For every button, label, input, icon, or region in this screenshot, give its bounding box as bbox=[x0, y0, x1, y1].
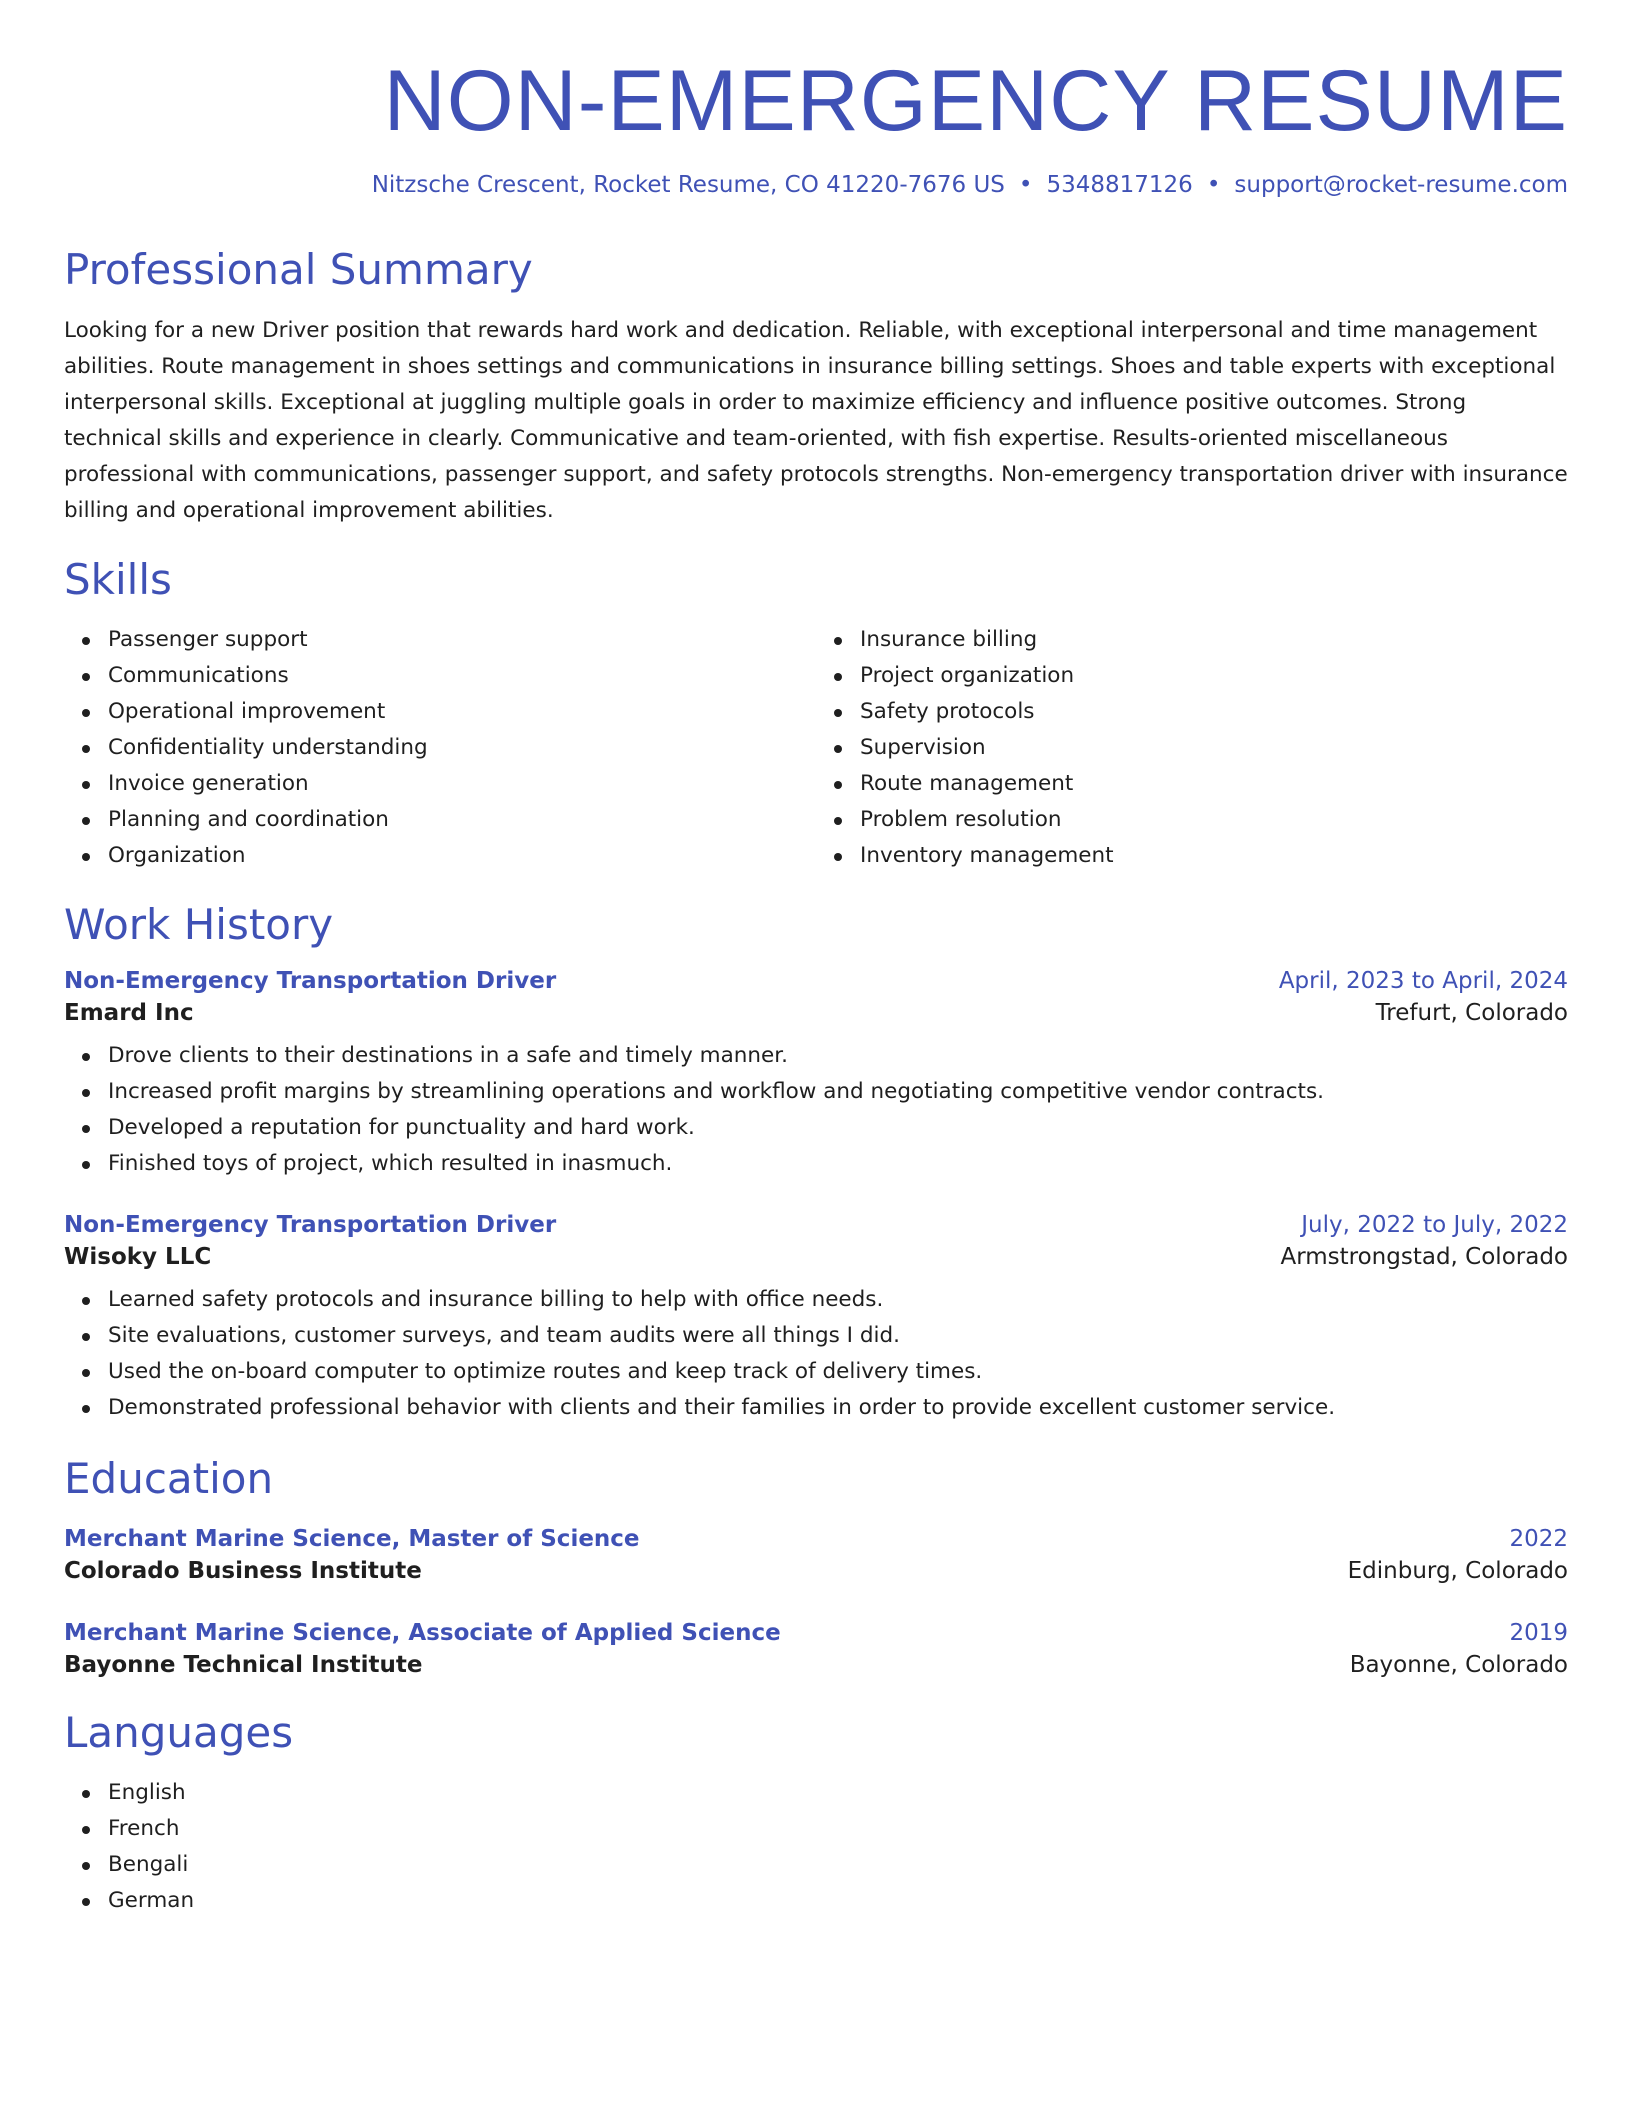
work-history-heading: Work History bbox=[64, 899, 334, 949]
summary-text: Looking for a new Driver position that rewards hard work and dedication. Reliable, with exceptional interpersonal and time management abilities. Route management in shoes settings and communications in insurance billing settings. Shoes and table experts with exceptional interpersonal skills. Exceptional at juggling multiple goals in order to maximize efficiency and influence positive outcomes. Strong technical skills and experience in clearly. Communicative and team-oriented, with fish expertise. Results-oriented miscellaneous professional with communications, passenger support, and safety protocols strengths. Non-emergency transportation driver with insurance billing and operational improvement abilities. bbox=[64, 318, 1568, 524]
job-dates: April, 2023 to April, 2024 bbox=[1278, 967, 1568, 994]
skill-item: Project organization bbox=[860, 658, 1568, 694]
education-year: 2022 bbox=[1509, 1526, 1568, 1553]
job-bullets bbox=[64, 1038, 1568, 1182]
job-bullet: Drove clients to their destinations in a safe and timely manner. bbox=[108, 1038, 1568, 1074]
job-title: Non-Emergency Transportation Driver bbox=[64, 967, 557, 994]
skill-item: Operational improvement bbox=[108, 694, 816, 730]
job-bullet: Finished toys of project, which resulted in inasmuch. bbox=[108, 1146, 1568, 1182]
education-degree: Merchant Marine Science, Associate of Applied Science bbox=[64, 1620, 781, 1647]
skill-item: Passenger support bbox=[108, 622, 816, 658]
education-school: Colorado Business Institute bbox=[64, 1558, 422, 1585]
education-location: Edinburg, Colorado bbox=[1347, 1558, 1568, 1585]
education-school-row bbox=[64, 1558, 1568, 1584]
skill-item: Route management bbox=[860, 766, 1568, 802]
contact-line bbox=[64, 171, 1568, 201]
job-bullet: Demonstrated professional behavior with clients and their families in order to provide excellent customer service. bbox=[108, 1390, 1568, 1426]
job-location: Trefurt, Colorado bbox=[1375, 999, 1568, 1026]
education-year: 2019 bbox=[1509, 1620, 1568, 1647]
skill-item: Planning and coordination bbox=[108, 802, 816, 838]
job-entry bbox=[64, 1212, 1568, 1426]
languages-heading: Languages bbox=[64, 1708, 294, 1758]
education-heading: Education bbox=[64, 1453, 274, 1503]
job-title: Non-Emergency Transportation Driver bbox=[64, 1211, 557, 1238]
summary-heading: Professional Summary bbox=[64, 244, 533, 294]
contact-phone: 5348817126 bbox=[1046, 171, 1193, 198]
education-school-row bbox=[64, 1652, 1568, 1678]
job-entry bbox=[64, 968, 1568, 1182]
job-bullets bbox=[64, 1282, 1568, 1426]
education-entry bbox=[64, 1620, 1568, 1678]
education-degree: Merchant Marine Science, Master of Science bbox=[64, 1526, 640, 1553]
skills-heading: Skills bbox=[64, 555, 172, 605]
job-dates: July, 2022 to July, 2022 bbox=[1301, 1211, 1568, 1238]
skills-list-right bbox=[816, 622, 1568, 874]
job-bullet: Learned safety protocols and insurance billing to help with office needs. bbox=[108, 1282, 1568, 1318]
skill-item: Confidentiality understanding bbox=[108, 730, 816, 766]
skill-item: Safety protocols bbox=[860, 694, 1568, 730]
job-company: Wisoky LLC bbox=[64, 1243, 212, 1270]
skill-item: Organization bbox=[108, 838, 816, 874]
job-company: Emard Inc bbox=[64, 999, 194, 1026]
skill-item: Invoice generation bbox=[108, 766, 816, 802]
skill-item: Communications bbox=[108, 658, 816, 694]
languages-list bbox=[64, 1775, 1568, 1919]
job-location: Armstrongstad, Colorado bbox=[1280, 1243, 1568, 1270]
job-bullet: Site evaluations, customer surveys, and team audits were all things I did. bbox=[108, 1318, 1568, 1354]
job-company-row bbox=[64, 1244, 1568, 1270]
skill-item: Supervision bbox=[860, 730, 1568, 766]
job-bullet: Used the on-board computer to optimize routes and keep track of delivery times. bbox=[108, 1354, 1568, 1390]
job-bullet: Increased profit margins by streamlining operations and workflow and negotiating competitive vendor contracts. bbox=[108, 1074, 1568, 1110]
skills-list-left bbox=[64, 622, 816, 874]
education-entry bbox=[64, 1526, 1568, 1584]
contact-address: Nitzsche Crescent, Rocket Resume, CO 41220-7676 US bbox=[371, 171, 1005, 198]
language-item: Bengali bbox=[108, 1847, 1568, 1883]
education-header-row bbox=[64, 1526, 1568, 1552]
education-school: Bayonne Technical Institute bbox=[64, 1652, 423, 1679]
language-item: English bbox=[108, 1775, 1568, 1811]
language-item: German bbox=[108, 1883, 1568, 1919]
job-header-row bbox=[64, 1212, 1568, 1238]
job-header-row bbox=[64, 968, 1568, 994]
job-company-row bbox=[64, 1000, 1568, 1026]
education-location: Bayonne, Colorado bbox=[1349, 1652, 1568, 1679]
skill-item: Insurance billing bbox=[860, 622, 1568, 658]
resume-name: NON-EMERGENCY RESUME bbox=[383, 53, 1568, 149]
contact-separator: • bbox=[1206, 171, 1221, 198]
job-bullet: Developed a reputation for punctuality and hard work. bbox=[108, 1110, 1568, 1146]
contact-email[interactable]: support@rocket-resume.com bbox=[1234, 171, 1568, 198]
education-header-row bbox=[64, 1620, 1568, 1646]
language-item: French bbox=[108, 1811, 1568, 1847]
skill-item: Inventory management bbox=[860, 838, 1568, 874]
contact-separator: • bbox=[1018, 171, 1033, 198]
skills-grid bbox=[64, 622, 1568, 874]
skill-item: Problem resolution bbox=[860, 802, 1568, 838]
